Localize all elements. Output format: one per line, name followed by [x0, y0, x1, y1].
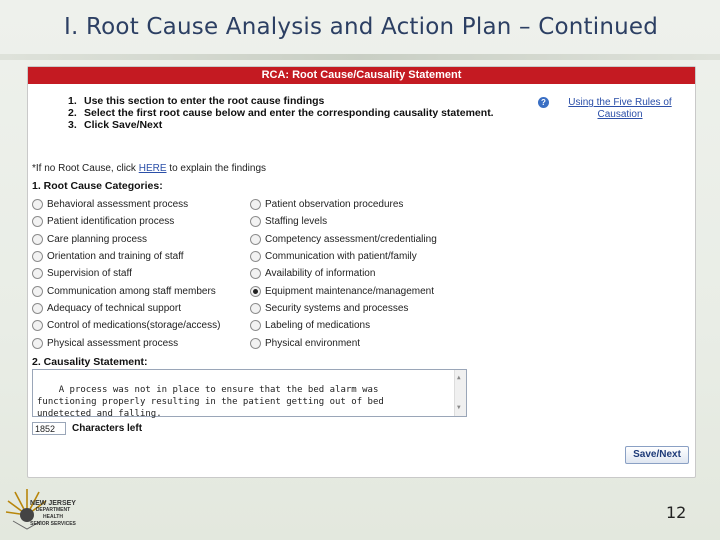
radio-button[interactable] — [250, 268, 261, 279]
option-label: Competency assessment/credentialing — [265, 233, 437, 245]
characters-left-field: 1852 — [32, 422, 66, 435]
causality-statement-label: 2. Causality Statement: — [32, 356, 148, 368]
no-root-cause-note — [32, 163, 266, 174]
radio-button[interactable] — [250, 286, 261, 297]
causality-statement-textarea[interactable] — [32, 369, 467, 417]
radio-button[interactable] — [250, 303, 261, 314]
instruction-step — [68, 95, 508, 107]
option-label: Patient observation procedures — [265, 199, 404, 211]
root-cause-option[interactable] — [250, 248, 437, 265]
option-label: Physical environment — [265, 337, 361, 349]
causality-text: A process was not in place to ensure that the bed alarm was functioning properly resulting in the patient getting out of bed undetected and falling. — [37, 385, 384, 419]
radio-button[interactable] — [250, 216, 261, 227]
help-link-text[interactable]: Using the Five Rules of Causation — [568, 97, 672, 120]
panel-header: RCA: Root Cause/Causality Statement — [28, 67, 695, 84]
step-text: Click Save/Next — [84, 119, 163, 131]
scroll-up-icon[interactable]: ▲ — [457, 374, 461, 381]
radio-button[interactable] — [32, 338, 43, 349]
no-root-prefix: *If no Root Cause, click — [32, 163, 136, 174]
save-next-button[interactable]: Save/Next — [625, 446, 689, 464]
root-cause-option[interactable] — [32, 334, 220, 351]
root-cause-categories-label: 1. Root Cause Categories: — [32, 180, 163, 192]
option-label: Equipment maintenance/management — [265, 285, 434, 297]
option-label: Security systems and processes — [265, 302, 409, 314]
root-cause-option[interactable] — [32, 231, 220, 248]
title-divider — [0, 54, 720, 60]
root-cause-option[interactable] — [32, 213, 220, 230]
five-rules-help-link[interactable] — [538, 97, 688, 121]
root-cause-option[interactable] — [32, 265, 220, 282]
categories-right-column — [250, 196, 437, 352]
radio-button[interactable] — [250, 338, 261, 349]
instructions-list — [68, 95, 508, 131]
logo-text: NEW JERSEY DEPARTMENT HEALTH SENIOR SERVICES — [30, 500, 76, 527]
scroll-down-icon[interactable]: ▼ — [457, 404, 461, 411]
option-label: Orientation and training of staff — [47, 251, 184, 263]
root-cause-option[interactable] — [250, 196, 437, 213]
option-label: Adequacy of technical support — [47, 302, 181, 314]
radio-button[interactable] — [32, 286, 43, 297]
option-label: Labeling of medications — [265, 320, 371, 332]
root-cause-option[interactable] — [32, 196, 220, 213]
root-cause-option[interactable] — [32, 282, 220, 299]
step-number: 3. — [68, 119, 77, 131]
root-cause-option[interactable] — [250, 231, 437, 248]
radio-button[interactable] — [32, 303, 43, 314]
radio-button[interactable] — [250, 199, 261, 210]
option-label: Physical assessment process — [47, 337, 179, 349]
root-cause-option[interactable] — [32, 317, 220, 334]
characters-left-row — [32, 422, 142, 435]
step-number: 2. — [68, 107, 77, 119]
radio-button[interactable] — [32, 268, 43, 279]
instruction-step — [68, 119, 508, 131]
root-cause-option[interactable] — [250, 265, 437, 282]
radio-button[interactable] — [32, 320, 43, 331]
root-cause-option[interactable] — [32, 248, 220, 265]
root-cause-option[interactable] — [250, 317, 437, 334]
radio-button[interactable] — [250, 320, 261, 331]
radio-button[interactable] — [250, 234, 261, 245]
root-cause-option[interactable] — [250, 334, 437, 351]
categories-left-column — [32, 196, 220, 352]
option-label: Supervision of staff — [47, 268, 132, 280]
option-label: Availability of information — [265, 268, 376, 280]
option-label: Control of medications(storage/access) — [47, 320, 221, 332]
radio-button[interactable] — [32, 216, 43, 227]
option-label: Care planning process — [47, 233, 148, 245]
option-label: Staffing levels — [265, 216, 328, 228]
slide-title: I. Root Cause Analysis and Action Plan – Continued — [64, 14, 659, 40]
radio-button[interactable] — [32, 199, 43, 210]
textarea-scrollbar[interactable] — [454, 370, 466, 416]
radio-button[interactable] — [32, 251, 43, 262]
root-cause-option[interactable] — [250, 282, 437, 299]
instruction-step — [68, 107, 508, 119]
option-label: Communication among staff members — [47, 285, 216, 297]
root-cause-option[interactable] — [32, 300, 220, 317]
no-root-suffix: to explain the findings — [169, 163, 267, 174]
help-icon: ? — [538, 97, 549, 108]
option-label: Behavioral assessment process — [47, 199, 189, 211]
page-number: 12 — [666, 503, 687, 522]
radio-button[interactable] — [32, 234, 43, 245]
option-label: Communication with patient/family — [265, 251, 417, 263]
root-cause-option[interactable] — [250, 300, 437, 317]
rca-panel — [27, 66, 696, 478]
step-text: Select the first root cause below and enter the corresponding causality statement. — [84, 107, 494, 119]
step-text: Use this section to enter the root cause findings — [84, 95, 325, 107]
option-label: Patient identification process — [47, 216, 175, 228]
radio-button[interactable] — [250, 251, 261, 262]
step-number: 1. — [68, 95, 77, 107]
characters-left-label: Characters left — [72, 423, 143, 434]
root-cause-option[interactable] — [250, 213, 437, 230]
here-link[interactable]: HERE — [138, 163, 167, 174]
